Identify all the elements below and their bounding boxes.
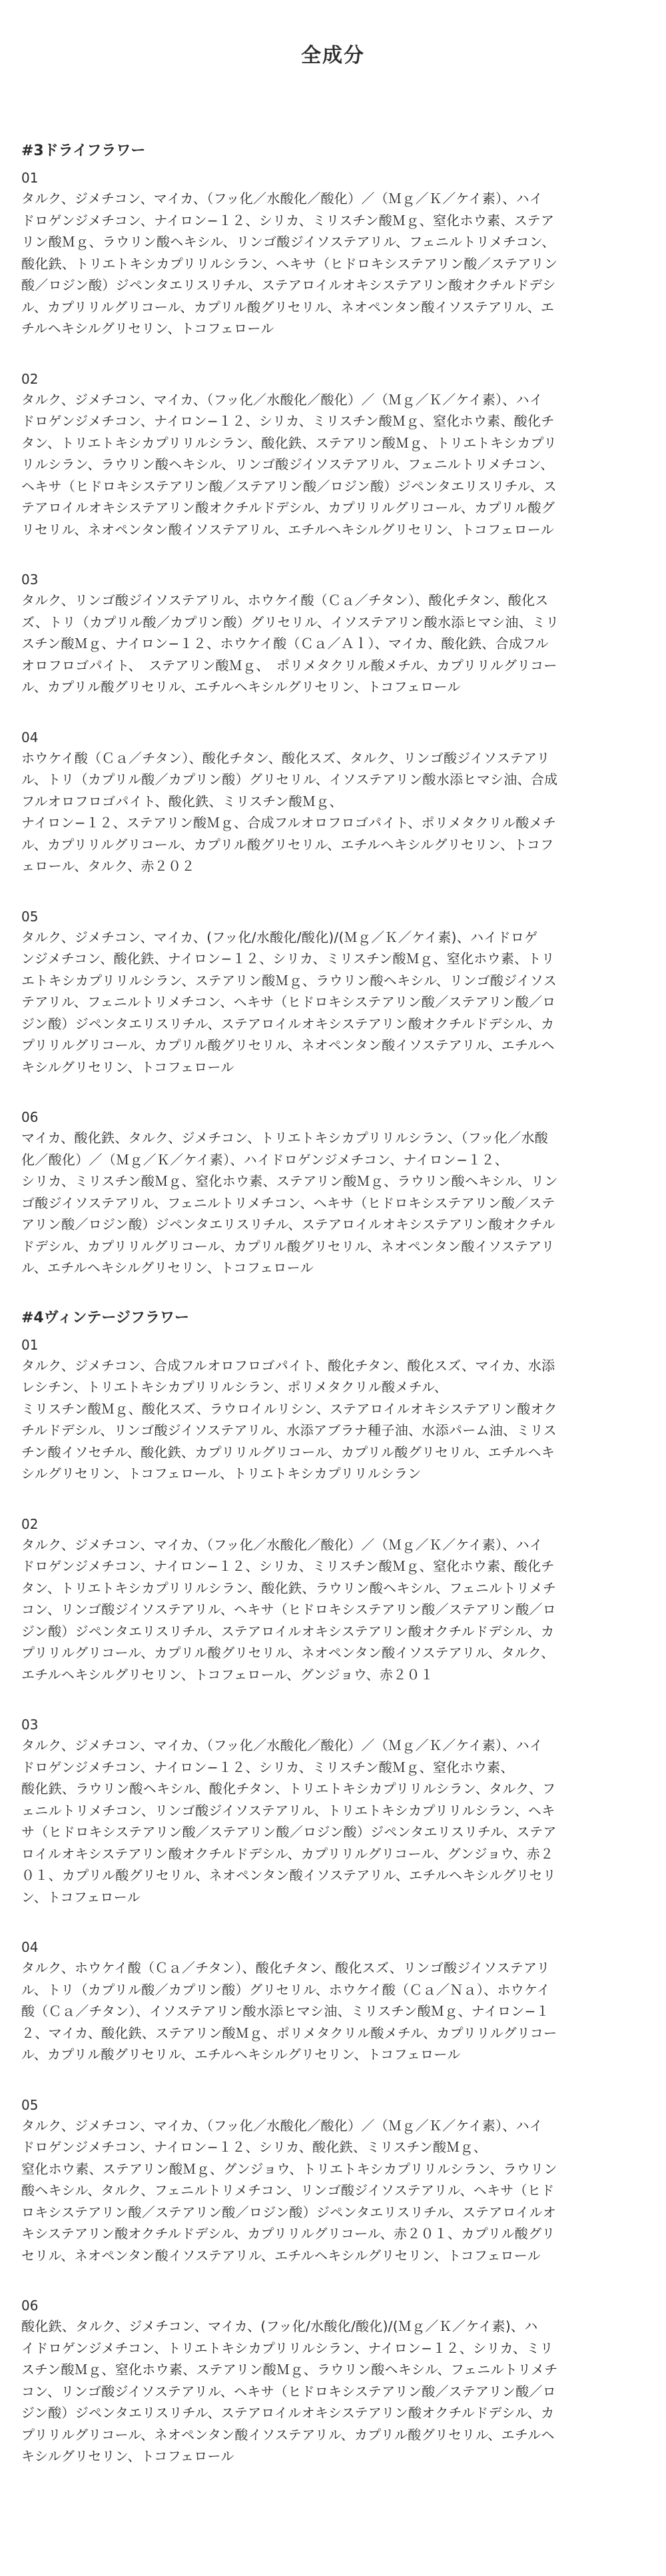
entry-number: 06 — [21, 2298, 39, 2314]
ingredient-entry — [21, 369, 645, 541]
entry-number: 02 — [21, 370, 39, 387]
section-title: #3ドライフラワー — [21, 143, 146, 159]
ingredient-entry — [21, 2095, 645, 2267]
ingredient-list: タルク、ジメチコン、マイカ、（フッ化／水酸化／酸化）／（Ｍｇ／Ｋ／ケイ素）、ハイ ドロゲンジメチコン、ナイロン−１２、シリカ、酸化鉄、ミリスチン酸Ｍｇ、 窒化ホウ素、ステアリン酸Ｍｇ、グンジョウ、トリエトキシカプリリルシラン、ラウリン 酸ヘキシル、タルク、フェニルトリメチコン、リンゴ酸ジイソステアリル、ヘキサ（ヒド ロキシステアリン酸／ステアリン酸／ロジン酸）ジペンタエリスリチル、ステアロイルオ キシステアリン酸オクチルドデシル、カプリリルグリコール、赤２０１、カプリル酸グリ セリル、ネオペンタン酸イソステアリル、エチルヘキシルグリセリン、トコフェロール — [21, 2117, 557, 2264]
entry-number: 04 — [21, 729, 39, 745]
entry-number: 03 — [21, 1717, 39, 1733]
ingredient-entry — [21, 2296, 645, 2467]
page-title: 全成分 — [301, 44, 365, 67]
ingredient-list: タルク、リンゴ酸ジイソステアリル、ホウケイ酸（Ｃａ／チタン）、酸化チタン、酸化ス ズ、トリ（カプリル酸／カプリン酸）グリセリル、イソステアリン酸水添ヒマシ油、ミリ スチン酸Ｍｇ、ナイロン−１２、ホウケイ酸（Ｃａ／Ａｌ）、マイカ、酸化鉄、合成フル オロフロゴパイト、 ステアリン酸Ｍｇ、 ポリメタクリル酸メチル、カプリリルグリコー ル、カプリル酸グリセリル、エチルヘキシルグリセリン、トコフェロール — [21, 592, 559, 695]
ingredient-list: タルク、ジメチコン、マイカ、（フッ化／水酸化／酸化）／（Ｍｇ／Ｋ／ケイ素）、ハイ ドロゲンジメチコン、ナイロン−１２、シリカ、ミリスチン酸Ｍｇ、窒化ホウ素、酸化チ タン、トリエトキシカプリリルシラン、酸化鉄、ステアリン酸Ｍｇ、トリエトキシカプリ リルシラン、ラウリン酸ヘキシル、リンゴ酸ジイソステアリル、フェニルトリメチコン、 ヘキサ（ヒドロキシステアリン酸／ステアリン酸／ロジン酸）ジペンタエリスリチル、ス テアロイルオキシステアリン酸オクチルドデシル、カプリリルグリコール、カプリル酸グ リセリル、ネオペンタン酸イソステアリル、エチルヘキシルグリセリン、トコフェロール — [21, 391, 557, 538]
ingredient-entry — [21, 1514, 645, 1686]
ingredient-list: タルク、ジメチコン、合成フルオロフロゴパイト、酸化チタン、酸化スズ、マイカ、水添 レシチン、トリエトキシカプリリルシラン、ポリメタクリル酸メチル、 ミリスチン酸Ｍｇ、酸化スズ、ラウロイルリシン、ステアロイルオキシステアリン酸オク チルドデシル、リンゴ酸ジイソステアリル、水添アブラナ種子油、水添パーム油、ミリス チン酸イソセチル、酸化鉄、カプリリルグリコール、カプリル酸グリセリル、エチルヘキ シルグリセリン、トコフェロール、トリエトキシカプリリルシラン — [21, 1357, 557, 1482]
entry-number: 03 — [21, 572, 39, 588]
ingredient-list: タルク、ジメチコン、マイカ、（フッ化／水酸化／酸化）／（Ｍｇ／Ｋ／ケイ素）、ハイ ドロゲンジメチコン、ナイロン−１２、シリカ、ミリスチン酸Ｍｇ、窒化ホウ素、酸化チ タン、トリエトキシカプリリルシラン、酸化鉄、ラウリン酸ヘキシル、フェニルトリメチ コン、リンゴ酸ジイソステアリル、ヘキサ（ヒドロキシステアリン酸／ステアリン酸／ロ ジン酸）ジペンタエリスリチル、ステアロイルオキシステアリン酸オクチルドデシル、カ プリリルグリコール、カプリル酸グリセリル、ネオペンタン酸イソステアリル、タルク、 エチルヘキシルグリセリン、トコフェロール、グンジョウ、赤２０１ — [21, 1536, 557, 1683]
ingredient-list: マイカ、酸化鉄、タルク、ジメチコン、トリエトキシカプリリルシラン、（フッ化／水酸 化／酸化）／（Ｍｇ／Ｋ／ケイ素）、ハイドロゲンジメチコン、ナイロン−１２、 シリカ、ミリスチン酸Ｍｇ、窒化ホウ素、ステアリン酸Ｍｇ、ラウリン酸ヘキシル、リン ゴ酸ジイソステアリル、フェニルトリメチコン、ヘキサ（ヒドロキシステアリン酸／ステ アリン酸／ロジン酸）ジペンタエリスリチル、ステアロイルオキシステアリン酸オクチル ドデシル、カプリリルグリコール、カプリル酸グリセリル、ネオペンタン酸イソステアリ ル、エチルヘキシルグリセリン、トコフェロール — [21, 1130, 558, 1276]
entry-number: 01 — [21, 170, 39, 186]
entry-number: 01 — [21, 1336, 39, 1353]
ingredient-list: タルク、ホウケイ酸（Ｃａ／チタン）、酸化チタン、酸化スズ、リンゴ酸ジイソステアリ ル、トリ（カプリル酸／カプリン酸）グリセリル、ホウケイ酸（Ｃａ／Ｎａ）、ホウケイ 酸（Ｃａ／チタン）、イソステアリン酸水添ヒマシ油、ミリスチン酸Ｍｇ、ナイロン−１ ２、マイカ、酸化鉄、ステアリン酸Ｍｇ、ポリメタクリル酸メチル、カプリリルグリコー ル、カプリル酸グリセリル、エチルヘキシルグリセリン、トコフェロール — [21, 1960, 557, 2062]
section-vintage-flower — [21, 1308, 645, 2467]
section-dry-flower — [21, 141, 645, 1279]
entry-number: 06 — [21, 1109, 39, 1125]
ingredient-entry — [21, 727, 645, 877]
entry-number: 04 — [21, 1939, 39, 1955]
ingredient-entry — [21, 570, 645, 698]
ingredient-entry — [21, 168, 645, 340]
ingredient-entry — [21, 907, 645, 1078]
section-title: #4ヴィンテージフラワー — [21, 1309, 189, 1326]
entry-number: 02 — [21, 1515, 39, 1532]
ingredient-list: タルク、ジメチコン、マイカ、(フッ化/水酸化/酸化)/(Ｍｇ／Ｋ／ケイ素)、ハイドロゲ ンジメチコン、酸化鉄、ナイロン−１２、シリカ、ミリスチン酸Ｍｇ、窒化ホウ素、トリ エトキシカプリリルシラン、ステアリン酸Ｍｇ、ラウリン酸ヘキシル、リンゴ酸ジイソス テアリル、フェニルトリメチコン、ヘキサ（ヒドロキシステアリン酸／ステアリン酸／ロ ジン酸）ジペンタエリスリチル、ステアロイルオキシステアリン酸オクチルドデシル、カ プリリルグリコール、カプリル酸グリセリル、ネオペンタン酸イソステアリル、エチルヘ キシルグリセリン、トコフェロール — [21, 929, 557, 1075]
ingredient-list: 酸化鉄、タルク、ジメチコン、マイカ、(フッ化/水酸化/酸化)/(Ｍｇ／Ｋ／ケイ素)、ハ イドロゲンジメチコン、トリエトキシカプリリルシラン、ナイロン−１２、シリカ、ミリ スチン酸Ｍｇ、窒化ホウ素、ステアリン酸Ｍｇ、ラウリン酸ヘキシル、フェニルトリメチ コン、リンゴ酸ジイソステアリル、ヘキサ（ヒドロキシステアリン酸／ステアリン酸／ロ ジン酸）ジペンタエリスリチル、ステアロイルオキシステアリン酸オクチルドデシル、カ プリリルグリコール、ネオペンタン酸イソステアリル、カプリル酸グリセリル、エチルヘ キシルグリセリン、トコフェロール — [21, 2318, 558, 2464]
ingredient-entry — [21, 1715, 645, 1908]
ingredient-entry — [21, 1107, 645, 1279]
ingredient-list: タルク、ジメチコン、マイカ、（フッ化／水酸化／酸化）／（Ｍｇ／Ｋ／ケイ素）、ハイ ドロゲンジメチコン、ナイロン−１２、シリカ、ミリスチン酸Ｍｇ、窒化ホウ素、ステア リン酸Ｍｇ、ラウリン酸ヘキシル、リンゴ酸ジイソステアリル、フェニルトリメチコン、 酸化鉄、トリエトキシカプリリルシラン、ヘキサ（ヒドロキシステアリン酸／ステアリン 酸／ロジン酸）ジペンタエリスリチル、ステアロイルオキシステアリン酸オクチルドデシ ル、カプリリルグリコール、カプリル酸グリセリル、ネオペンタン酸イソステアリル、エ チルヘキシルグリセリン、トコフェロール — [21, 191, 558, 336]
ingredient-list: タルク、ジメチコン、マイカ、（フッ化／水酸化／酸化）／（Ｍｇ／Ｋ／ケイ素）、ハイ ドロゲンジメチコン、ナイロン−１２、シリカ、ミリスチン酸Ｍｇ、窒化ホウ素、 酸化鉄、ラウリン酸ヘキシル、酸化チタン、トリエトキシカプリリルシラン、タルク、フ ェニルトリメチコン、リンゴ酸ジイソステアリル、トリエトキシカプリリルシラン、ヘキ サ（ヒドロキシステアリン酸／ステアリン酸／ロジン酸）ジペンタエリスリチル、ステア ロイルオキシステアリン酸オクチルドデシル、カプリリルグリコール、グンジョウ、赤２ ０１、カプリル酸グリセリル、ネオペンタン酸イソステアリル、エチルヘキシルグリセリ ン、トコフェロール — [21, 1737, 557, 1905]
ingredient-entry — [21, 1335, 645, 1485]
ingredient-list: ホウケイ酸（Ｃａ／チタン）、酸化チタン、酸化スズ、タルク、リンゴ酸ジイソステアリ ル、トリ（カプリル酸／カプリン酸）グリセリル、イソステアリン酸水添ヒマシ油、合成 フルオロフロゴパイト、酸化鉄、ミリスチン酸Ｍｇ、 ナイロン−１２、ステアリン酸Ｍｇ、合成フルオロフロゴパイト、ポリメタクリル酸メチ ル、カプリリルグリコール、カプリル酸グリセリル、エチルヘキシルグリセリン、トコフ ェロール、タルク、赤２０２ — [21, 749, 558, 874]
entry-number: 05 — [21, 2096, 39, 2113]
ingredient-entry — [21, 1937, 645, 2066]
entry-number: 05 — [21, 908, 39, 925]
